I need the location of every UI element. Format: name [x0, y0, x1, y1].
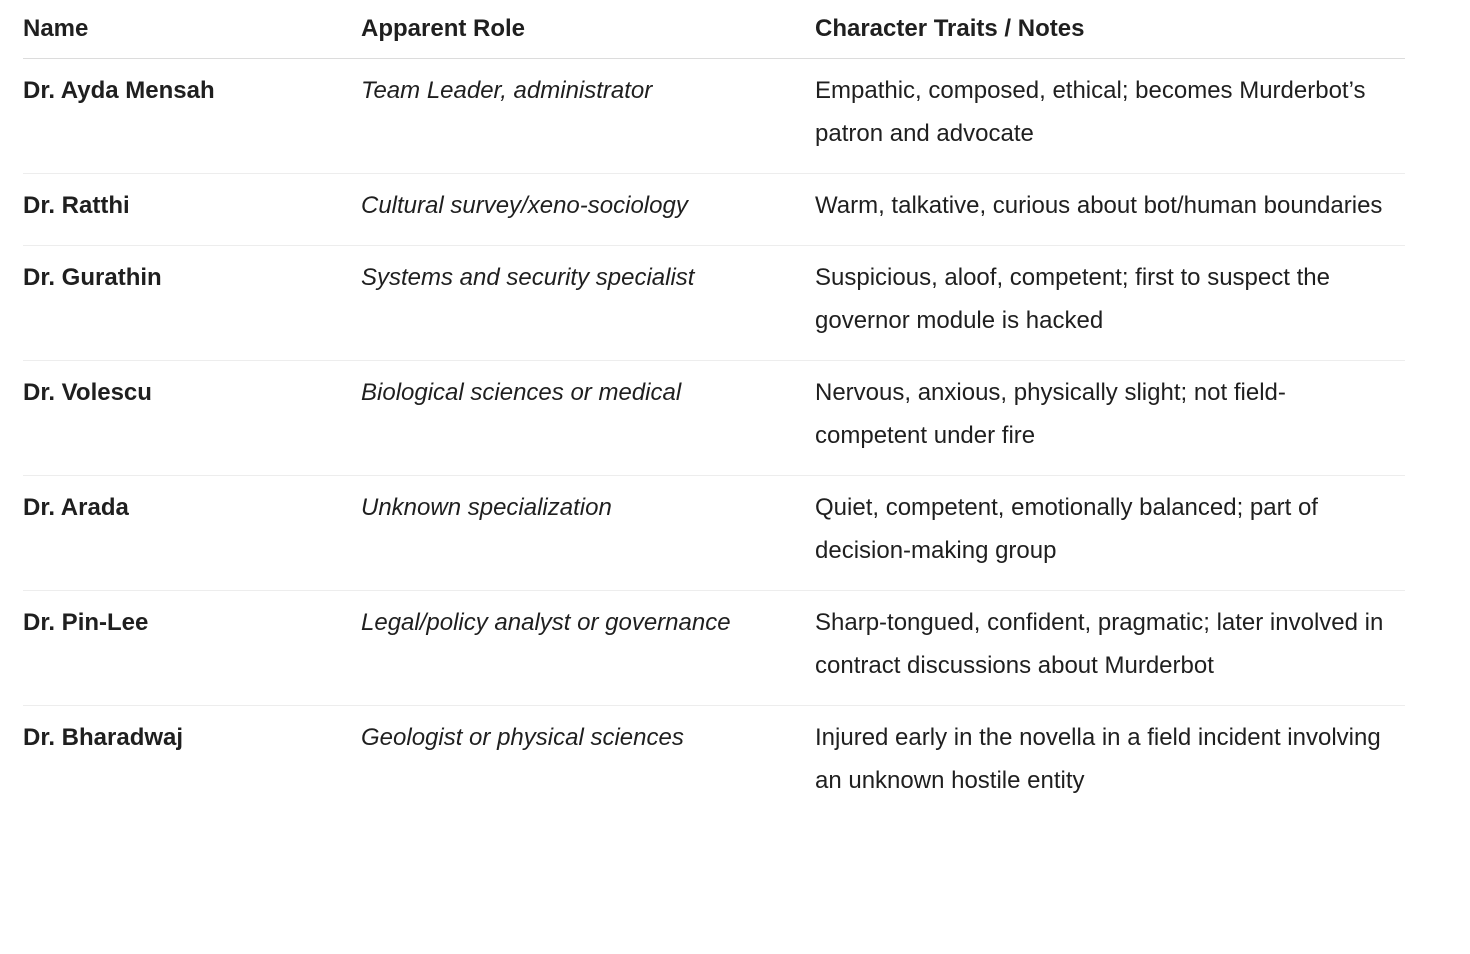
cell-role: Systems and security specialist — [361, 246, 815, 361]
cell-name: Dr. Arada — [23, 476, 361, 591]
cell-traits: Sharp-tongued, confident, pragmatic; later involved in contract discussions about Murderbot — [815, 591, 1405, 706]
table-row — [23, 174, 1405, 246]
table-row — [23, 59, 1405, 174]
character-table-container — [23, 0, 1405, 820]
cell-traits: Injured early in the novella in a field incident involving an unknown hostile entity — [815, 724, 1381, 794]
cell-traits: Empathic, composed, ethical; becomes Murderbot’s patron and advocate — [815, 59, 1405, 174]
cell-name: Dr. Bharadwaj — [23, 724, 184, 751]
table-row — [23, 706, 1405, 821]
cell-traits: Suspicious, aloof, competent; first to suspect the governor module is hacked — [815, 246, 1405, 361]
table-row — [23, 361, 1405, 476]
cell-role: Team Leader, administrator — [361, 59, 815, 174]
cell-role: Geologist or physical sciences — [361, 724, 684, 751]
cell-name: Dr. Ratthi — [23, 174, 361, 246]
character-table — [23, 0, 1405, 820]
header-traits: Character Traits / Notes — [815, 0, 1405, 59]
header-row — [23, 0, 1405, 59]
header-role: Apparent Role — [361, 0, 815, 59]
table-row — [23, 476, 1405, 591]
cell-role: Unknown specialization — [361, 476, 815, 591]
cell-name: Dr. Pin-Lee — [23, 591, 361, 706]
header-name: Name — [23, 0, 361, 59]
cell-role: Legal/policy analyst or governance — [361, 591, 815, 706]
cell-role: Cultural survey/xeno-sociology — [361, 174, 815, 246]
cell-traits: Warm, talkative, curious about bot/human boundaries — [815, 174, 1405, 246]
table-header — [23, 0, 1405, 59]
cell-name: Dr. Volescu — [23, 361, 361, 476]
table-row — [23, 246, 1405, 361]
cell-traits: Nervous, anxious, physically slight; not field-competent under fire — [815, 361, 1405, 476]
cell-traits: Quiet, competent, emotionally balanced; part of decision-making group — [815, 476, 1405, 591]
table-row — [23, 591, 1405, 706]
table-body — [23, 59, 1405, 821]
cell-name: Dr. Gurathin — [23, 246, 361, 361]
cell-role: Biological sciences or medical — [361, 361, 815, 476]
cell-name: Dr. Ayda Mensah — [23, 59, 361, 174]
